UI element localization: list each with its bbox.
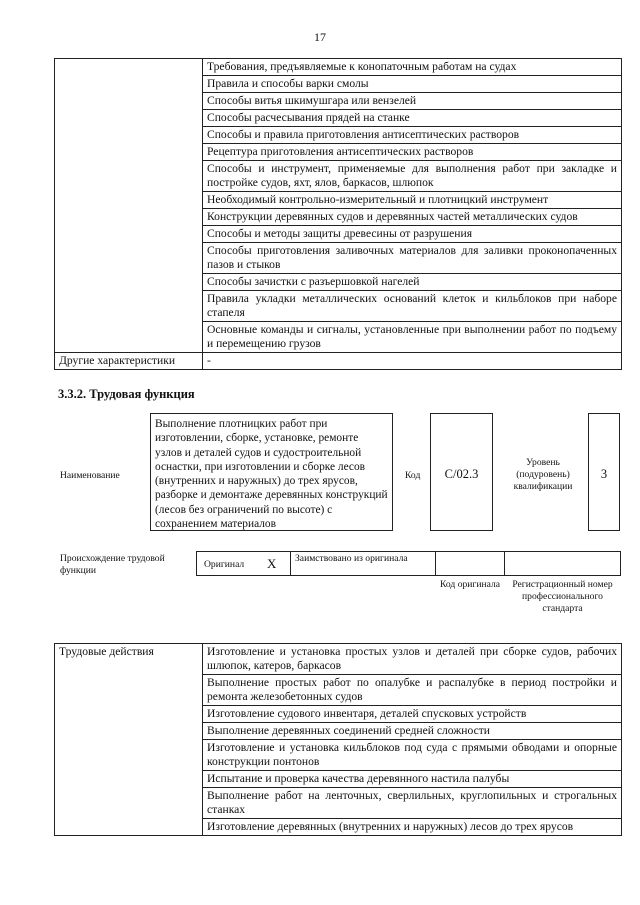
table-cell: Выполнение деревянных соединений средней сложности: [203, 723, 622, 740]
table-cell: Необходимый контрольно-измерительный и плотницкий инструмент: [203, 192, 622, 209]
table-row: [55, 644, 622, 675]
table-cell: Правила и способы варки смолы: [203, 76, 622, 93]
borrowed-label: Заимствовано из оригинала: [295, 553, 408, 564]
knowledge-label-cell: [55, 59, 203, 353]
table-cell: Изготовление судового инвентаря, деталей спусковых устройств: [203, 706, 622, 723]
table-cell: Изготовление и установка простых узлов и деталей при сборке судов, рабочих шлюпок, катеров, баркасов: [203, 644, 622, 675]
reg-number-caption: Регистрационный номер профессионального стандарта: [512, 579, 613, 614]
code-box: C/02.3: [430, 413, 493, 531]
divider: [435, 552, 436, 575]
knowledge-table: [54, 58, 622, 370]
code-original-caption: Код оригинала: [439, 579, 501, 590]
origin-label: Происхождение трудовой функции: [60, 553, 165, 576]
name-label: Наименование: [60, 470, 120, 481]
table-cell: Способы и правила приготовления антисептических растворов: [203, 127, 622, 144]
level-label: Уровень (подуровень) квалификации: [513, 457, 573, 492]
origin-box: [196, 551, 621, 576]
table-cell: Изготовление деревянных (внутренних и наружных) лесов до трех ярусов: [203, 819, 622, 836]
table-row: [55, 59, 622, 76]
table-cell: Рецептура приготовления антисептических растворов: [203, 144, 622, 161]
table-cell: Правила укладки металлических оснований клеток и кильблоков при наборе стапеля: [203, 291, 622, 322]
table-row: [55, 353, 622, 370]
page-number: 17: [314, 30, 326, 44]
table-cell: Требования, предъявляемые к конопаточным работам на судах: [203, 59, 622, 76]
original-mark: X: [267, 556, 277, 571]
code-label: Код: [405, 470, 421, 481]
section-title: 3.3.2. Трудовая функция: [58, 387, 195, 401]
level-box: 3: [588, 413, 620, 531]
divider: [290, 552, 291, 575]
actions-label: Трудовые действия: [55, 644, 203, 836]
other-characteristics-value: -: [203, 353, 622, 370]
actions-table: [54, 643, 622, 836]
table-cell: Выполнение простых работ по опалубке и распалубке в период постройки и ремонта железобетонных судов: [203, 675, 622, 706]
table-cell: Изготовление и установка кильблоков под суда с прямыми обводами и опорные конструкции понтонов: [203, 740, 622, 771]
original-label: Оригинал: [204, 559, 245, 570]
table-cell: Выполнение работ на ленточных, сверлильных, круглопильных и строгальных станках: [203, 788, 622, 819]
table-cell: Способы витья шкимушгара или вензелей: [203, 93, 622, 110]
function-name-box: Выполнение плотницких работ при изготовлении, сборке, установке, ремонте узлов и деталей судов и судостроительной оснастки, при изготовлении и сборке лесов (внутренних и наружных) до трех ярусов, разборке и демонтаже деревянных конструкций (лесов без ограничений по высоте) с сохранением материалов: [150, 413, 393, 531]
table-cell: Конструкции деревянных судов и деревянных частей металлических судов: [203, 209, 622, 226]
table-cell: Способы и методы защиты древесины от разрушения: [203, 226, 622, 243]
table-cell: Способы расчесывания прядей на станке: [203, 110, 622, 127]
divider: [504, 552, 505, 575]
table-cell: Способы зачистки с разъершовкой нагелей: [203, 274, 622, 291]
other-characteristics-label: Другие характеристики: [55, 353, 203, 370]
table-cell: Способы приготовления заливочных материалов для заливки проконопаченных пазов и стыков: [203, 243, 622, 274]
table-cell: Способы и инструмент, применяемые для выполнения работ при закладке и постройке судов, яхт, ялов, баркасов, шлюпок: [203, 161, 622, 192]
table-cell: Основные команды и сигналы, установленные при выполнении работ по подъему и перемещению грузов: [203, 322, 622, 353]
table-cell: Испытание и проверка качества деревянного настила палубы: [203, 771, 622, 788]
